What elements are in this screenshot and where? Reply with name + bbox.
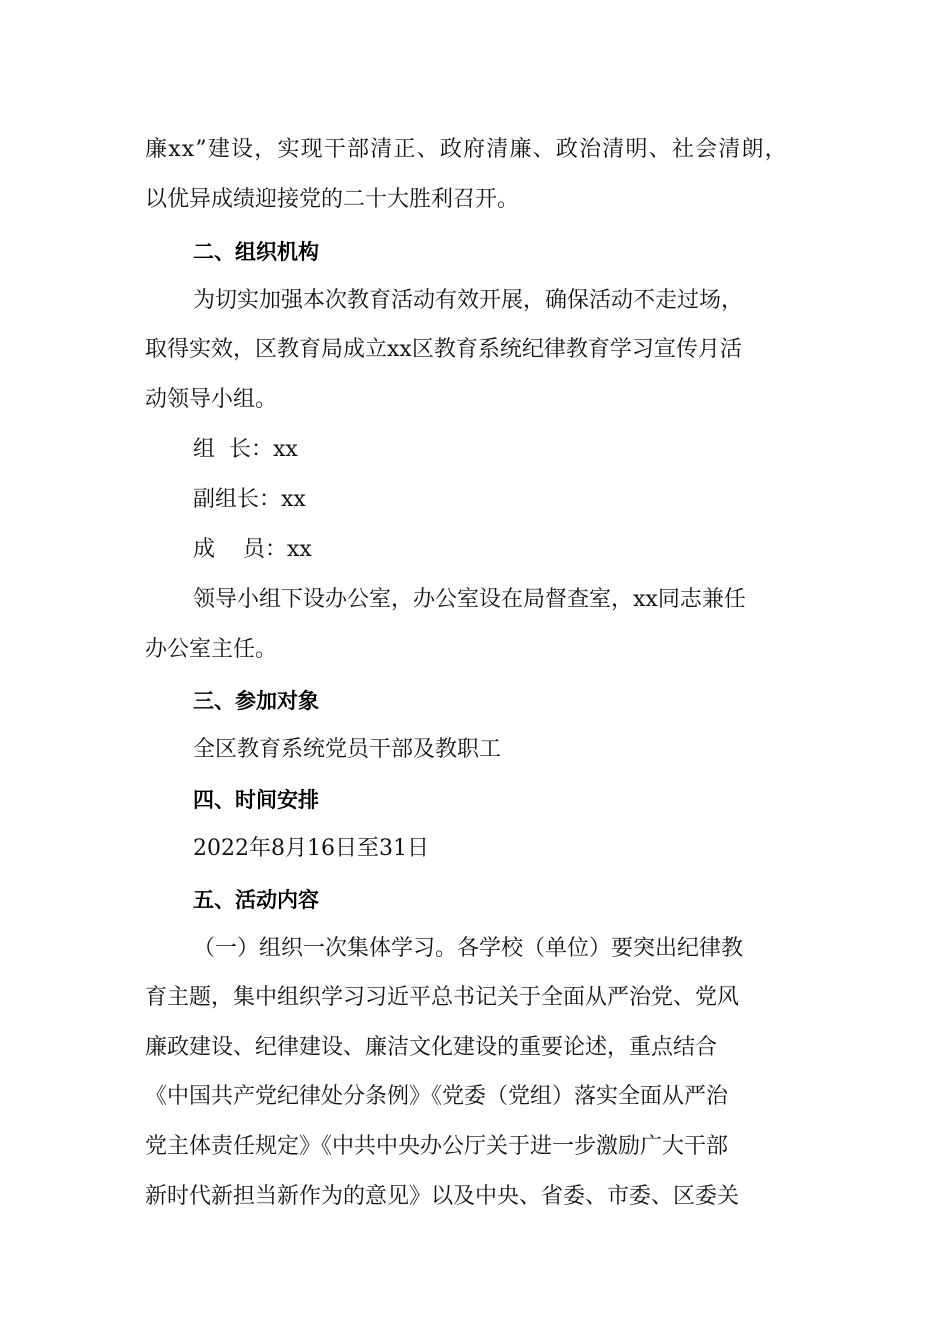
section-heading: 四、时间安排: [193, 788, 319, 812]
paragraph-line: 以优异成绩迎接党的二十大胜利召开。: [145, 187, 520, 212]
paragraph-line: 党主体责任规定》《中共中央办公厅关于进一步激励广大干部: [145, 1134, 729, 1159]
paragraph-line: 育主题，集中组织学习习近平总书记关于全面从严治党、党风: [145, 985, 740, 1010]
paragraph-line: 取得实效，区教育局成立xx区教育系统纪律教育学习宣传月活: [145, 337, 742, 362]
paragraph-line: 2022年8月16日至31日: [193, 836, 429, 861]
section-heading: 五、活动内容: [193, 888, 319, 912]
paragraph-line: 成 员：xx: [193, 537, 312, 562]
paragraph-line: 全区教育系统党员干部及教职工: [193, 737, 502, 762]
paragraph-line: 新时代新担当新作为的意见》以及中央、省委、市委、区委关: [145, 1184, 740, 1209]
paragraph-line: 组 长：xx: [193, 437, 298, 462]
section-heading: 二、组织机构: [193, 240, 319, 264]
paragraph-line: （一）组织一次集体学习。各学校（单位）要突出纪律教: [193, 936, 744, 961]
paragraph-line: 《中国共产党纪律处分条例》《党委（党组）落实全面从严治: [145, 1084, 729, 1109]
paragraph-line: 办公室主任。: [145, 637, 278, 662]
paragraph-line: 廉政建设、纪律建设、廉洁文化建设的重要论述，重点结合: [145, 1035, 718, 1060]
section-heading: 三、参加对象: [193, 689, 319, 713]
paragraph-line: 副组长：xx: [193, 487, 306, 512]
paragraph-line: 廉xx”建设，实现干部清正、政府清廉、政治清明、社会清朗，: [145, 137, 788, 162]
paragraph-line: 领导小组下设办公室，办公室设在局督查室，xx同志兼任: [193, 587, 746, 612]
paragraph-line: 动领导小组。: [145, 387, 278, 412]
paragraph-line: 为切实加强本次教育活动有效开展，确保活动不走过场，: [193, 288, 744, 313]
